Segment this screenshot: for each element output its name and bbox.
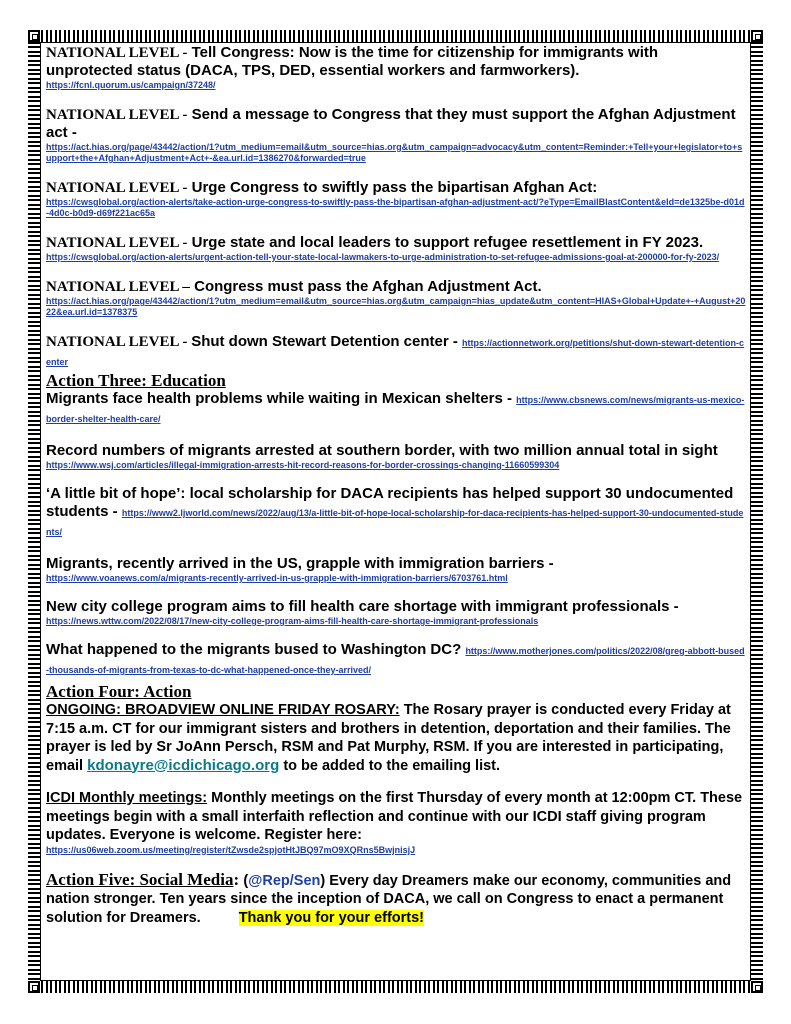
national-item	[46, 179, 746, 219]
corner-ornament-icon	[28, 981, 40, 993]
education-item	[46, 485, 746, 541]
national-item-text: Tell Congress: Now is the time for citizenship for immigrants with unprotected status (DACA, TPS, DED, essential workers and farmworkers).	[46, 44, 659, 79]
national-item	[46, 278, 746, 318]
national-item	[46, 333, 746, 371]
national-item-link[interactable]: https://cwsglobal.org/action-alerts/urgent-action-tell-your-state-local-lawmakers-to-urge-administration-to-set-refugee-admissions-goal-at-200000-for-fy-2023/	[46, 252, 720, 262]
section-title-action: Action Four: Action	[46, 682, 192, 701]
national-level-label: NATIONAL LEVEL -	[46, 180, 188, 196]
national-item-text: Urge Congress to swiftly pass the bipartisan Afghan Act:	[187, 179, 598, 196]
education-item-link[interactable]: https://news.wttw.com/2022/08/17/new-city-college-program-aims-fill-health-care-shortage-immigrant-professionals	[46, 616, 539, 626]
social-paragraph	[46, 870, 746, 928]
education-item-link[interactable]: https://www.cbsnews.com/news/migrants-us-mexico-border-shelter-health-care/	[46, 395, 745, 424]
national-level-label: NATIONAL LEVEL -	[46, 45, 188, 61]
education-item-text: Migrants, recently arrived in the US, grapple with immigration barriers -	[46, 555, 554, 572]
national-item-text: Urge state and local leaders to support refugee resettlement in FY 2023.	[187, 234, 704, 251]
rep-sen-handle: @Rep/Sen	[248, 872, 321, 889]
border-right	[751, 30, 763, 993]
education-item-link[interactable]: https://www.voanews.com/a/migrants-recently-arrived-in-us-grapple-with-immigration-barriers/6703761.html	[46, 573, 508, 583]
national-item	[46, 106, 746, 164]
national-item	[46, 44, 746, 91]
national-item-text: Shut down Stewart Detention center -	[191, 333, 463, 350]
meetings-register-link[interactable]: https://us06web.zoom.us/meeting/register/tZwsde2spjotHtJBQ97mO9XQRns5BwjnisjJ	[46, 844, 416, 855]
national-item-link[interactable]: https://cwsglobal.org/action-alerts/take-action-urge-congress-to-swiftly-pass-the-bipartisan-afghan-adjustment-act/?eType=EmailBlastContent&eId=de1325be-d01d-4d0c-b0d9-d69f221ac65a	[46, 197, 745, 218]
national-level-label: NATIONAL LEVEL -	[46, 107, 188, 123]
education-item	[46, 442, 746, 471]
corner-ornament-icon	[28, 30, 40, 42]
education-item-text: ‘A little bit of hope’: local scholarship for DACA recipients has helped support 30 undocumented students -	[46, 485, 734, 520]
national-item-link[interactable]: https://actionnetwork.org/petitions/shut-down-stewart-detention-center	[46, 338, 745, 367]
national-level-label: NATIONAL LEVEL -	[46, 235, 188, 251]
education-item-link[interactable]: https://www2.ljworld.com/news/2022/aug/13/a-little-bit-of-hope-local-scholarship-for-daca-recipients-has-helped-support-30-undocumented-students/	[46, 508, 744, 537]
national-level-label: NATIONAL LEVEL -	[46, 334, 192, 350]
corner-ornament-icon	[751, 981, 763, 993]
education-item	[46, 598, 746, 627]
section-title-social: Action Five: Social Media	[46, 869, 234, 889]
rosary-paragraph	[46, 701, 746, 775]
national-item	[46, 234, 746, 263]
national-item-link[interactable]: https://act.hias.org/page/43442/action/1?utm_medium=email&utm_source=hias.org&utm_campaign=advocacy&utm_content=Reminder:+Tell+your+legislator+to+support+the+Afghan+Adjustment+Act+-&ea.url.id=1386270&forwarded=true	[46, 142, 743, 163]
national-level-label: NATIONAL LEVEL –	[46, 279, 190, 295]
education-item	[46, 641, 746, 679]
rosary-text: The Rosary prayer is conducted every Friday at 7:15 a.m. CT for our immigrant sisters and brothers in detention, deportation and their families. The prayer is led by Sr JoAnn Persch, RSM and Pat Murphy, RSM. If you are interested in participating, email	[46, 702, 731, 774]
border-top	[28, 30, 763, 42]
social-colon: :	[233, 869, 244, 889]
meetings-heading: ICDI Monthly meetings:	[46, 790, 208, 806]
national-item-link[interactable]: https://fcnl.quorum.us/campaign/37248/	[46, 80, 216, 90]
thanks-highlight: Thank you for your efforts!	[238, 909, 424, 926]
education-item-link[interactable]: https://www.motherjones.com/politics/2022/08/greg-abbott-bused-thousands-of-migrants-from-texas-to-dc-what-happened-once-they-arrived/	[46, 646, 745, 675]
meetings-text: Monthly meetings on the first Thursday of every month at 12:00pm CT. These meetings begin with a small interfaith reflection and continue with our ICDI staff giving program updates. Everyone is welcome. Register here:	[46, 790, 743, 843]
education-item-text: What happened to the migrants bused to Washington DC?	[46, 641, 466, 658]
corner-ornament-icon	[751, 30, 763, 42]
email-link[interactable]: kdonayre@icdichicago.org	[87, 756, 280, 774]
education-item-text: Record numbers of migrants arrested at southern border, with two million annual total in sight	[46, 442, 718, 459]
education-item	[46, 555, 746, 584]
education-item-link[interactable]: https://www.wsj.com/articles/illegal-immigration-arrests-hit-record-reasons-for-border-crossings-changing-11660599304	[46, 460, 560, 470]
national-item-link[interactable]: https://act.hias.org/page/43442/action/1?utm_medium=email&utm_source=hias.org&utm_campaign=hias_update&utm_content=HIAS+Global+Update+-+August+2022&ea.url.id=1378375	[46, 296, 746, 317]
meetings-paragraph	[46, 789, 746, 845]
education-item-text: Migrants face health problems while waiting in Mexican shelters -	[46, 390, 517, 407]
document-body	[46, 44, 746, 927]
handle-open: (	[243, 872, 249, 889]
border-bottom	[28, 981, 763, 993]
rosary-tail: to be added to the emailing list.	[279, 757, 501, 774]
handle-close: )	[320, 872, 326, 889]
border-left	[28, 30, 40, 993]
education-item-text: New city college program aims to fill health care shortage with immigrant professionals -	[46, 598, 679, 615]
national-item-text: Send a message to Congress that they must support the Afghan Adjustment act -	[46, 106, 736, 141]
education-item	[46, 390, 746, 428]
national-item-text: Congress must pass the Afghan Adjustment Act.	[189, 278, 542, 295]
rosary-heading: ONGOING: BROADVIEW ONLINE FRIDAY ROSARY:	[46, 702, 400, 718]
social-text: Every day Dreamers make our economy, communities and nation stronger. Ten years since the inception of DACA, we call on Congress to enact a permanent solution for Dreamers.	[46, 872, 732, 926]
section-title-education: Action Three: Education	[46, 371, 226, 390]
